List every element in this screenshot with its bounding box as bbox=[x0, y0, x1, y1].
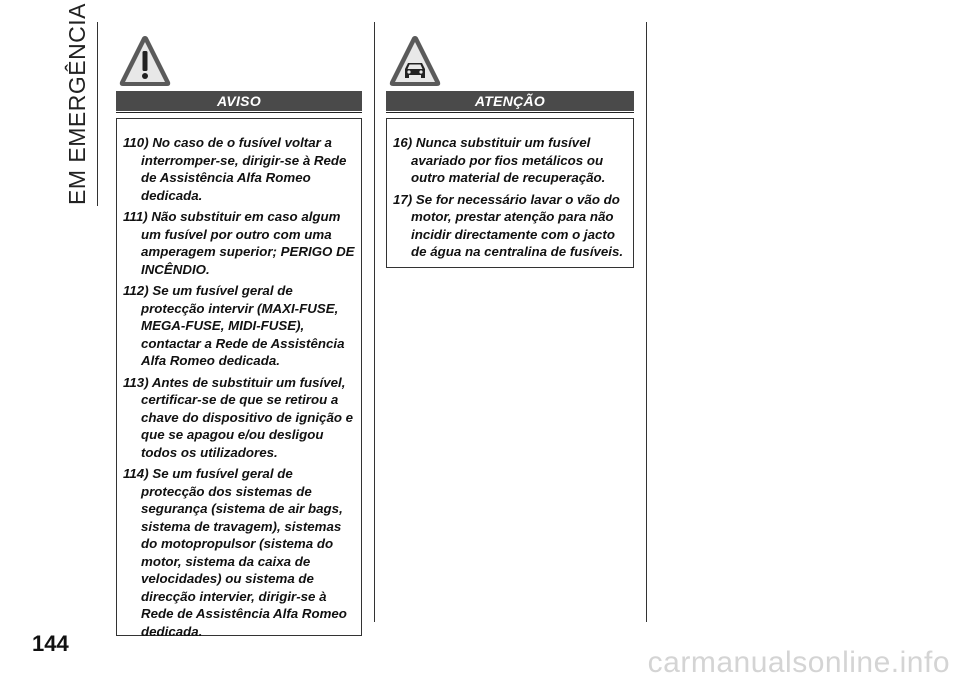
section-title: EM EMERGÊNCIA bbox=[64, 2, 90, 205]
warning-note-111: 111) Não substituir em caso algum um fusível por outro com uma amperagem superior; PERIGO DE INCÊNDIO. bbox=[123, 209, 355, 277]
attention-note-17: 17) Se for necessário lavar o vão do motor, prestar atenção para não incidir directamente com o jacto de água na centralina de fusíveis. bbox=[393, 191, 624, 259]
warning-title-underline bbox=[116, 112, 362, 113]
attention-title-bar: ATENÇÃO bbox=[386, 91, 634, 111]
exclamation-triangle-icon bbox=[116, 32, 174, 90]
attention-list bbox=[393, 134, 627, 261]
warning-list bbox=[123, 134, 355, 640]
warning-note-110: 110) No caso de o fusível voltar a interromper-se, dirigir-se à Rede de Assistência Alfa Romeo dedicada. bbox=[123, 135, 347, 203]
attention-title-underline bbox=[386, 112, 634, 113]
watermark: carmanualsonline.info bbox=[647, 646, 950, 679]
section-divider bbox=[97, 22, 98, 206]
warning-box bbox=[116, 118, 362, 639]
column-divider bbox=[646, 22, 647, 622]
car-triangle-icon bbox=[386, 32, 444, 90]
attention-note-16: 16) Nunca substituir um fusível avariado por fios metálicos ou outro material de recuperação. bbox=[393, 135, 606, 185]
warning-title-bar: AVISO bbox=[116, 91, 362, 111]
warning-note-112: 112) Se um fusível geral de protecção intervir (MAXI-FUSE, MEGA-FUSE, MIDI-FUSE), contactar a Rede de Assistência Alfa Romeo dedicada. bbox=[123, 283, 345, 368]
page-number: 144 bbox=[32, 631, 69, 656]
attention-box bbox=[386, 118, 634, 268]
column-divider bbox=[374, 22, 375, 622]
warning-note-114: 114) Se um fusível geral de protecção dos sistemas de segurança (sistema de air bags, sistema de travagem), sistemas do motopropulsor (sistema do motor, sistema da caixa de velocidades) ou sistema de direcção intervier, dirigir-se à Rede de Assistência Alfa Romeo dedicada. bbox=[123, 466, 347, 639]
warning-note-113: 113) Antes de substituir um fusível, certificar-se de que se retirou a chave do dispositivo de ignição e que se apagou e/ou desligou todos os utilizadores. bbox=[123, 374, 354, 460]
